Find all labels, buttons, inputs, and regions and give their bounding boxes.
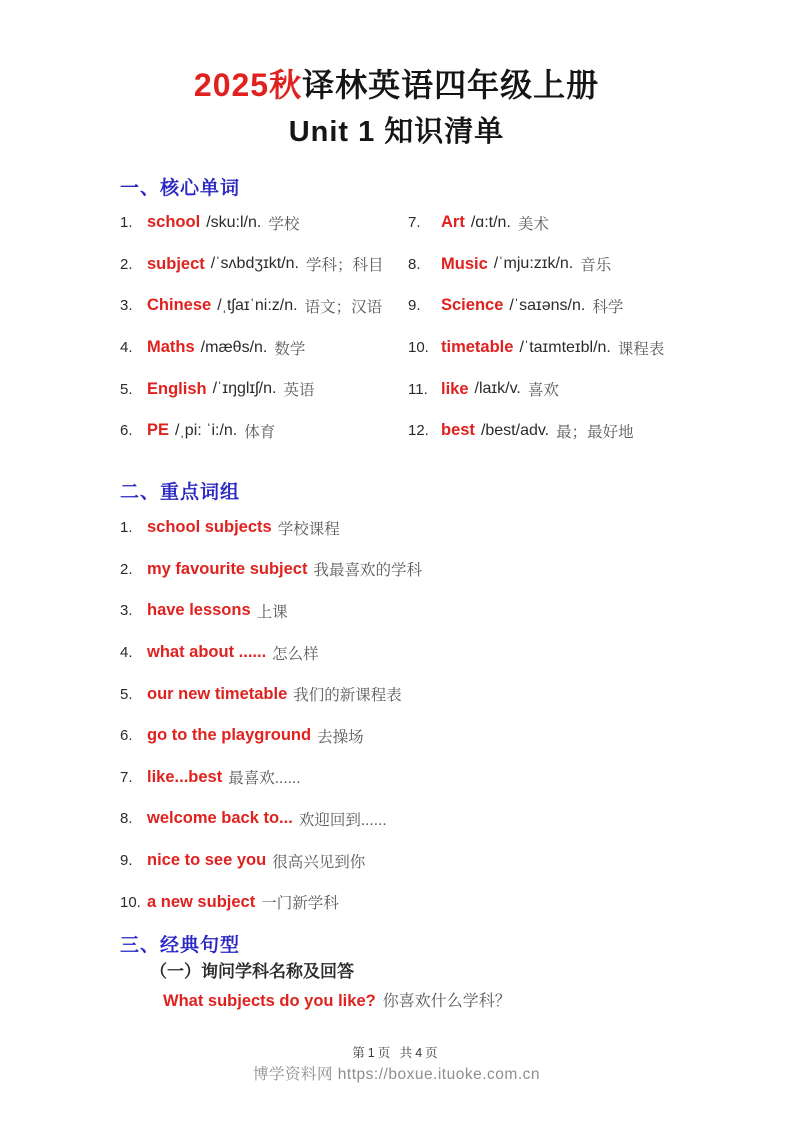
phrase-item [120,632,740,674]
word-meaning: 体育 [244,423,276,441]
page-title [0,60,793,106]
title-year: 2025秋 [193,67,303,103]
item-number: 4. [120,339,133,357]
item-number: 3. [120,602,133,620]
word-en: Chinese [147,296,212,315]
word-en: Music [441,254,488,273]
item-number: 6. [120,422,133,440]
word-item [408,327,788,369]
word-meaning: 美术 [517,215,549,233]
phrase-item [120,798,740,840]
word-phonetic: /best/adv. [480,421,550,439]
item-number: 4. [120,644,133,662]
item-number: 2. [120,255,133,273]
phrase-meaning: 一门新学科 [261,895,339,913]
word-meaning: 喜欢 [527,382,559,400]
phrase-en: nice to see you [147,851,267,870]
word-en: Science [441,296,504,315]
word-item [408,368,788,410]
item-number: 3. [120,297,133,315]
word-en: subject [147,254,205,273]
section-heading-sentence-patterns: 三、经典句型 [120,935,241,956]
item-number: 7. [120,768,133,786]
word-phonetic: /ˈtaɪmteɪbl/n. [519,338,611,356]
title-book: 译林英语四年级上册 [302,67,600,103]
word-item [408,410,788,452]
word-item [120,244,408,286]
item-number: 7. [408,214,421,232]
word-meaning: 科学 [592,298,624,316]
phrase-en: school subjects [147,518,272,537]
phrase-en: my favourite subject [147,559,308,578]
phrase-meaning: 我最喜欢的学科 [313,562,422,580]
phrase-meaning: 我们的新课程表 [293,687,402,705]
item-number: 2. [120,560,133,578]
word-meaning: 音乐 [580,257,612,275]
item-number: 1. [120,214,133,232]
example-sentence [163,988,511,1011]
word-item [120,410,408,452]
word-en: school [147,213,201,232]
footer-site-link: 博学资料网 https://boxue.ituoke.com.cn [253,1066,540,1083]
phrase-item [120,715,740,757]
item-number: 10. [120,893,141,911]
word-meaning: 英语 [283,382,315,400]
core-words-right-column [408,202,788,452]
phrase-en: our new timetable [147,684,288,703]
core-words-left-column [120,202,408,452]
phrase-meaning: 怎么样 [272,645,319,663]
word-meaning: 学校 [268,215,300,233]
phrase-list [120,507,740,923]
word-en: Art [441,213,465,232]
word-en: Maths [147,338,195,357]
word-en: English [147,379,207,398]
word-phonetic: /ɑ:t/n. [470,213,511,231]
phrase-meaning: 去操场 [317,728,364,746]
item-number: 6. [120,727,133,745]
word-meaning: 课程表 [617,340,665,358]
item-number: 5. [120,380,133,398]
phrase-en: like...best [147,767,223,786]
phrase-en: what about ...... [147,643,267,662]
word-meaning: 最；最好地 [556,423,634,441]
word-meaning: 学科；科目 [306,257,384,275]
phrase-en: welcome back to... [147,809,293,828]
phrase-meaning: 最喜欢...... [228,770,301,788]
word-item [120,202,408,244]
phrase-meaning: 学校课程 [277,520,340,538]
word-en: like [441,379,469,398]
word-item [120,285,408,327]
word-en: timetable [441,338,514,357]
word-item [408,285,788,327]
phrase-meaning: 上课 [256,603,288,621]
phrase-item [120,590,740,632]
phrase-en: a new subject [147,892,256,911]
sentence-pattern-subheading: （一）询问学科名称及回答 [150,962,354,981]
item-number: 9. [408,297,421,315]
word-meaning: 数学 [274,340,306,358]
phrase-item [120,840,740,882]
phrase-item [120,549,740,591]
word-en: PE [147,421,170,440]
example-sentence-zh: 你喜欢什么学科？ [382,993,511,1010]
phrase-item [120,757,740,799]
word-item [408,244,788,286]
word-en: best [441,421,475,440]
word-phonetic: /laɪk/v. [474,380,521,398]
item-number: 10. [408,339,429,357]
word-phonetic: /ˈsaɪəns/n. [509,296,586,314]
word-phonetic: /ˌpi: ˈi:/n. [175,421,238,439]
word-phonetic: /ˌtʃaɪˈni:z/n. [217,296,298,314]
word-item [120,368,408,410]
word-item [408,202,788,244]
word-phonetic: /ˈmju:zɪk/n. [493,255,574,273]
word-phonetic: /mæθs/n. [200,338,268,356]
section-heading-key-phrases: 二、重点词组 [120,482,241,503]
phrase-meaning: 很高兴见到你 [272,853,366,871]
page-number: 第1页 共4页 [352,1046,441,1060]
phrase-item [120,881,740,923]
item-number: 9. [120,852,133,870]
example-sentence-en: What subjects do you like? [163,992,376,1010]
page-subtitle: Unit 1 知识清单 [288,116,505,148]
word-meaning: 语文；汉语 [304,298,383,316]
phrase-item [120,673,740,715]
item-number: 8. [120,810,133,828]
item-number: 11. [408,380,428,398]
word-phonetic: /sku:l/n. [206,213,262,231]
phrase-item [120,507,740,549]
word-phonetic: /ˈɪŋglɪʃ/n. [212,380,277,398]
word-item [120,327,408,369]
phrase-meaning: 欢迎回到...... [298,811,387,829]
item-number: 8. [408,255,421,273]
section-heading-core-words: 一、核心单词 [120,178,241,199]
item-number: 12. [408,422,429,440]
phrase-en: have lessons [147,601,251,620]
word-phonetic: /ˈsʌbdʒɪkt/n. [210,255,299,273]
item-number: 5. [120,685,133,703]
item-number: 1. [120,519,133,537]
phrase-en: go to the playground [147,726,312,745]
